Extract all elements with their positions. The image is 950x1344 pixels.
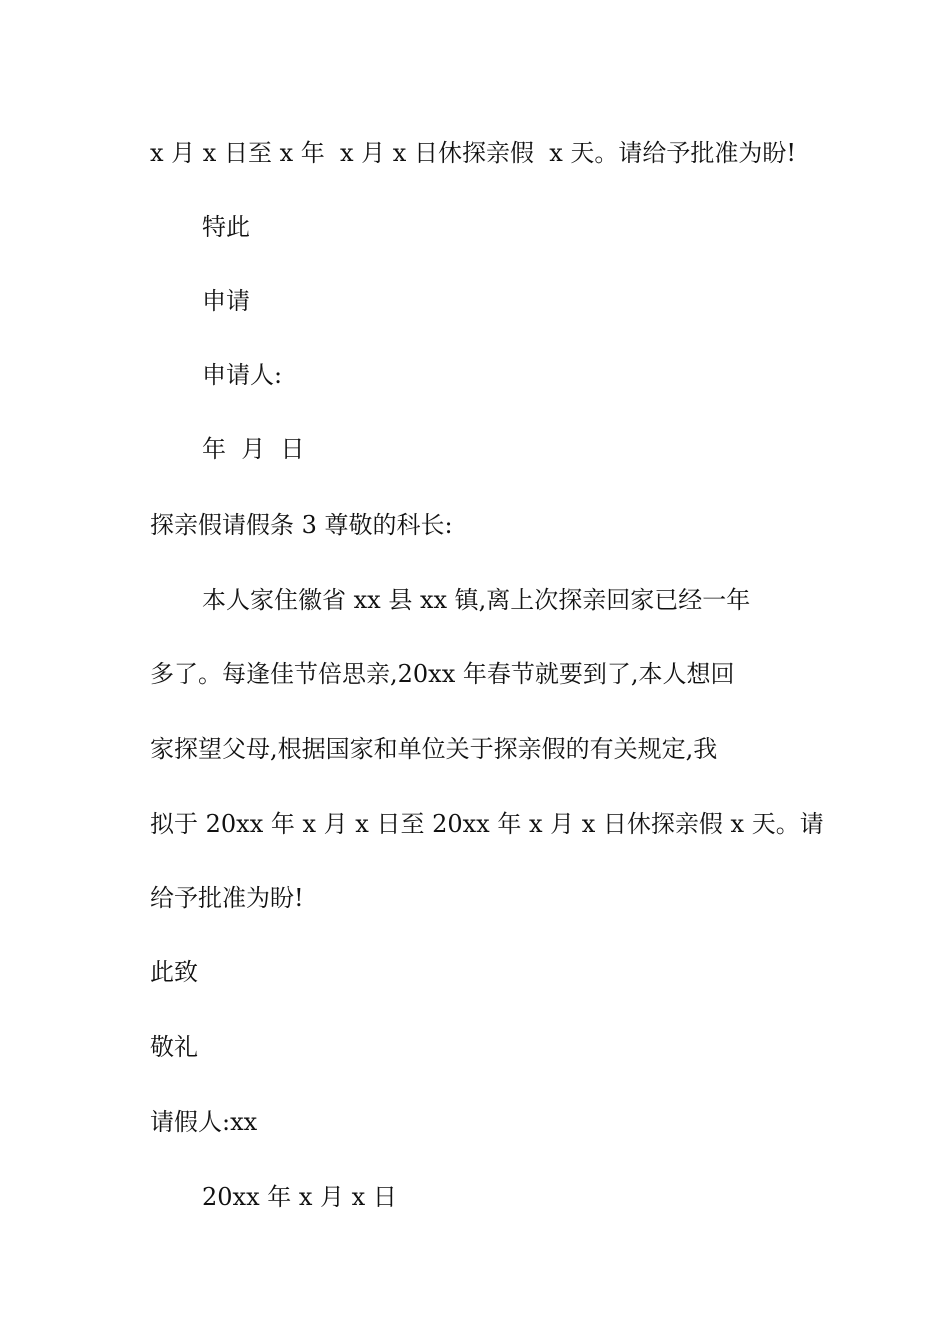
text-line-final-date: 20xx 年 x 月 x 日 <box>202 1183 397 1211</box>
text-line-body-4: 拟于 20xx 年 x 月 x 日至 20xx 年 x 月 x 日休探亲假 x 天。请 <box>150 810 824 838</box>
text-line-body-5: 给予批准为盼! <box>150 884 304 912</box>
text-line-shen-qing: 申请 <box>202 287 250 315</box>
text-line-te-ci: 特此 <box>202 213 250 241</box>
text-line-leave-dates: x 月 x 日至 x 年 x 月 x 日休探亲假 x 天。请给予批准为盼! <box>150 139 797 167</box>
text-line-ci-zhi: 此致 <box>150 958 198 986</box>
text-line-body-1: 本人家住徽省 xx 县 xx 镇,离上次探亲回家已经一年 <box>202 586 751 614</box>
text-line-requester: 请假人:xx <box>150 1108 258 1136</box>
text-line-applicant: 申请人: <box>202 361 283 389</box>
text-line-section-heading: 探亲假请假条 3 尊敬的科长: <box>150 511 453 539</box>
text-line-jing-li: 敬礼 <box>150 1033 198 1061</box>
text-line-body-3: 家探望父母,根据国家和单位关于探亲假的有关规定,我 <box>150 735 718 763</box>
text-line-body-2: 多了。每逢佳节倍思亲,20xx 年春节就要到了,本人想回 <box>150 660 735 688</box>
text-line-date-blank: 年 月 日 <box>202 435 305 463</box>
